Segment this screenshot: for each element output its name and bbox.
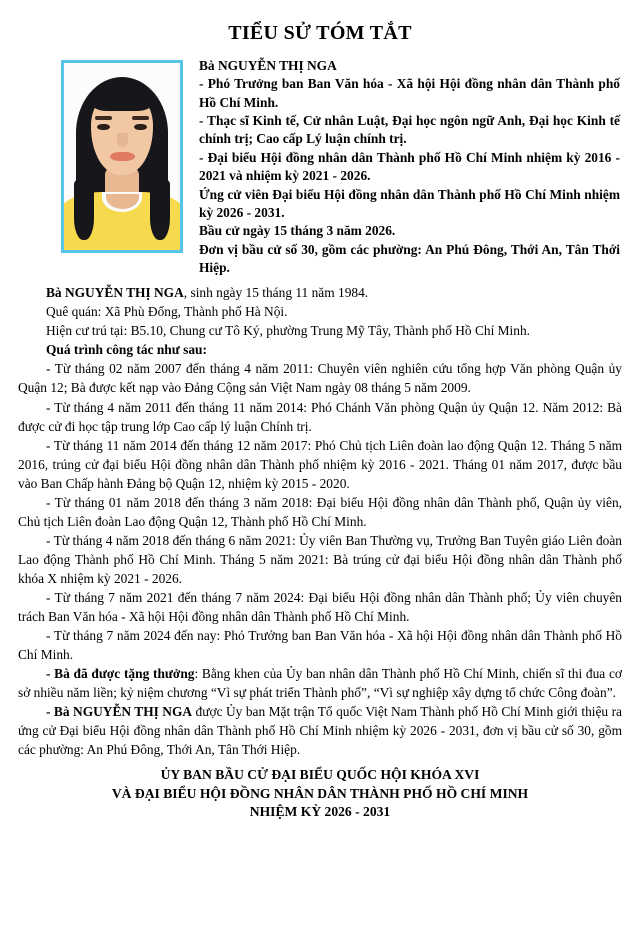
awards-text: : Bằng khen của Ủy ban nhân dân Thành phố Hồ Chí Minh, chiến sĩ thi đua cơ sở nhiều năm liền; kỷ niệm chương “Vì sự phát triển Thành phố”, “Vì sự nghiệp xây dựng tổ chức Công đoàn”.	[18, 665, 622, 700]
career-item-2: - Từ tháng 4 năm 2011 đến tháng 11 năm 2014: Phó Chánh Văn phòng Quận ủy Quận 12. Năm 2012: Bà được cử đi học tập trung lớp Cao cấp lý luận Chính trị.	[18, 399, 622, 434]
summary-line-education: - Thạc sĩ Kinh tế, Cử nhân Luật, Đại học ngôn ngữ Anh, Đại học Kinh tế chính trị; Cao cấp Lý luận chính trị.	[199, 113, 620, 147]
summary-block	[199, 57, 622, 277]
career-item-1: - Từ tháng 02 năm 2007 đến tháng 4 năm 2011: Chuyên viên nghiên cứu tổng hợp Văn phòng Quận ủy Quận 12; Bà được kết nạp vào Đảng Cộng sản Việt Nam ngày 08 tháng 5 năm 2009.	[18, 361, 622, 396]
career-item-6: - Từ tháng 7 năm 2021 đến tháng 7 năm 2024: Đại biểu Hội đồng nhân dân Thành phố; Ủy viên chuyên trách Ban Văn hóa - Xã hội Hội đồng nhân dân Thành phố Hồ Chí Minh.	[18, 589, 622, 624]
eyebrow-left-shape	[95, 116, 112, 120]
identity-birth-rest: , sinh ngày 15 tháng 11 năm 1984.	[183, 285, 369, 301]
portrait-canvas	[64, 63, 180, 250]
career-item-5: - Từ tháng 4 năm 2018 đến tháng 6 năm 2021: Ủy viên Ban Thường vụ, Trưởng Ban Tuyên giáo Liên đoàn Lao động Thành phố Hồ Chí Minh. Tháng 5 năm 2021: Bà trúng cử đại biểu Hội đồng nhân dân Thành phố khóa X nhiệm kỳ 2021 - 2026.	[18, 532, 622, 586]
nomination-text: được Ủy ban Mặt trận Tổ quốc Việt Nam Thành phố Hồ Chí Minh giới thiệu ra ứng cử Đại biểu Hội đồng nhân dân Thành phố Hồ Chí Minh nhiệm kỳ 2026 - 2031, đơn vị bầu cử số 30, gồm các phường: An Phú Đông, Thới An, Tân Thới Hiệp.	[18, 704, 623, 758]
identity-name: Bà NGUYỄN THỊ NGA	[46, 285, 184, 301]
footer-block	[18, 766, 622, 821]
fringe-shape	[89, 85, 155, 111]
identity-birth-line	[18, 283, 622, 302]
eyebrow-right-shape	[132, 116, 149, 120]
document-page	[0, 22, 640, 927]
hair-strand-right-shape	[150, 178, 170, 240]
eye-left-shape	[97, 124, 110, 130]
candidate-portrait-photo	[61, 60, 183, 253]
career-item-7: - Từ tháng 7 năm 2024 đến nay: Phó Trưởng ban Ban Văn hóa - Xã hội Hội đồng nhân dân Thành phố Hồ Chí Minh.	[18, 627, 622, 662]
summary-line-constituency: Đơn vị bầu cử số 30, gồm các phường: An Phú Đông, Thới An, Tân Thới Hiệp.	[199, 241, 620, 275]
nomination-label: - Bà NGUYỄN THỊ NGA	[46, 704, 193, 719]
body-block	[18, 277, 622, 759]
footer-line-1: ỦY BAN BẦU CỬ ĐẠI BIỂU QUỐC HỘI KHÓA XVI	[160, 767, 480, 783]
summary-line-position: - Phó Trưởng ban Ban Văn hóa - Xã hội Hội đồng nhân dân Thành phố Hồ Chí Minh.	[199, 76, 620, 110]
identity-hometown-line: Quê quán: Xã Phù Đổng, Thành phố Hà Nội.	[46, 304, 288, 320]
summary-candidate-name: Bà NGUYỄN THỊ NGA	[199, 58, 337, 73]
career-heading: Quá trình công tác như sau:	[46, 342, 207, 358]
page-title: TIỂU SỬ TÓM TẮT	[228, 22, 412, 44]
awards-label: - Bà đã được tặng thưởng	[46, 665, 195, 681]
footer-line-3: NHIỆM KỲ 2026 - 2031	[249, 804, 391, 820]
career-item-3: - Từ tháng 11 năm 2014 đến tháng 12 năm 2017: Phó Chủ tịch Liên đoàn lao động Quận 12. Tháng 5 năm 2016, trúng cử đại biểu Hội đồng nhân dân Thành phố nhiệm kỳ 2016 - 2021. Tháng 01 năm 2017, được bầu vào Ban Chấp hành Đảng bộ Quận 12, nhiệm kỳ 2015 - 2020.	[18, 437, 622, 491]
awards-paragraph	[18, 664, 622, 702]
eye-right-shape	[134, 124, 147, 130]
summary-line-candidacy: Ứng cử viên Đại biểu Hội đồng nhân dân Thành phố Hồ Chí Minh nhiệm kỳ 2026 - 2031.	[199, 186, 620, 220]
identity-residence-line: Hiện cư trú tại: B5.10, Chung cư Tô Ký, phường Trung Mỹ Tây, Thành phố Hồ Chí Minh.	[46, 323, 531, 339]
career-item-4: - Từ tháng 01 năm 2018 đến tháng 3 năm 2018: Đại biểu Hội đồng nhân dân Thành phố, Quận ủy viên, Chủ tịch Liên đoàn Lao động Quận 12, Thành phố Hồ Chí Minh.	[18, 494, 622, 529]
nose-shape	[117, 133, 128, 147]
summary-line-election-date: Bầu cử ngày 15 tháng 3 năm 2026.	[199, 223, 396, 239]
summary-line-delegate-terms: - Đại biểu Hội đồng nhân dân Thành phố Hồ Chí Minh nhiệm kỳ 2016 - 2021 và nhiệm kỳ 2021 - 2026.	[199, 149, 620, 184]
nomination-paragraph	[18, 702, 622, 759]
hair-strand-left-shape	[74, 178, 94, 240]
footer-line-2: VÀ ĐẠI BIỂU HỘI ĐỒNG NHÂN DÂN THÀNH PHỐ HỒ CHÍ MINH	[111, 785, 529, 801]
header-block	[18, 57, 622, 277]
mouth-shape	[110, 152, 135, 161]
